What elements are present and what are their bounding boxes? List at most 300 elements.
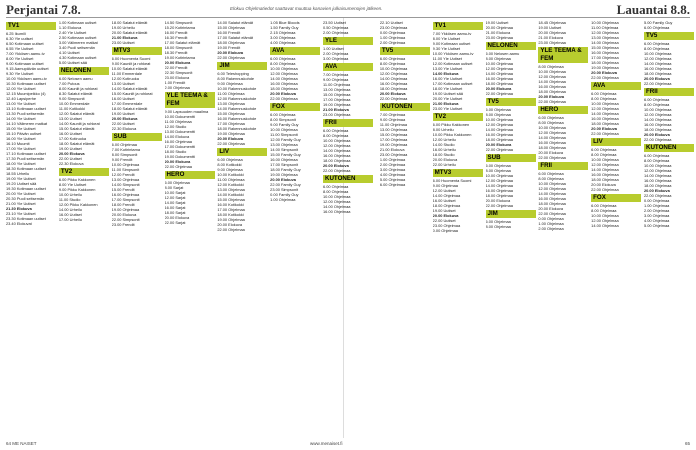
program-listing: 10.00 Ohjelmaa (323, 194, 351, 199)
program-listing: 14.00 Yle Uutiset (6, 116, 36, 121)
program-listing: 19.00 Kotirintama (164, 55, 195, 60)
program-listing: 6.00 Ohjelmaa (591, 147, 617, 152)
program-listing: 8.00 Yle Uutiset (58, 182, 87, 187)
program-listing: 3.00 Ohjelmaa (379, 167, 406, 172)
program-listing: 14.00 Ohjelmaa (485, 71, 513, 76)
program-listing: 16.30 Frendit (164, 35, 188, 40)
program-listing: 17.00 Yle Uutiset (6, 146, 36, 151)
program-listing: 14.00 Rakennuskohde (217, 106, 257, 111)
program-listing: 14.00 Simpsonit (111, 182, 140, 187)
program-listing: 1.00 Uutiset (323, 46, 344, 51)
program-listing: 6.00 Ohjelmaa (485, 163, 511, 168)
program-listing: 9.00 Ohjelmaa (379, 117, 406, 122)
program-listing: 15.00 Ohjelmaa (217, 197, 245, 202)
program-listing: 10.00 Emmerdale (58, 101, 90, 106)
channel-heading: TV2 (433, 113, 483, 121)
channel-heading: NELONEN (486, 42, 536, 50)
program-listing: 11.00 Ohjelmaa (379, 122, 408, 127)
program-listing: 14.00 Ohjelmaa (485, 183, 513, 188)
program-listing: 10.00 Ohjelmaa (644, 107, 672, 112)
program-listing: 14.00 Ohjelmaa (270, 76, 298, 81)
program-listing: 23.40 Elokuvat (6, 221, 32, 226)
program-listing: 18.55 Urheilu (6, 171, 30, 176)
program-listing: 19.30 Kotimaan uutiset (6, 186, 46, 191)
program-listing: 16.00 Ohjelmaa (538, 196, 566, 201)
program-listing: 22.00 Ohjelmaa (485, 203, 513, 208)
program-listing: 17.00 Simpsonit (111, 197, 140, 202)
program-listing: 1.00 Kotimaan uutiset (58, 20, 97, 25)
program-listing: 16.10 Muumit (6, 141, 30, 146)
program-listing: 21.00 Elokuva (379, 147, 405, 152)
program-listing: 5.00 Ohjelmaa (379, 177, 406, 182)
program-listing: 11.00 Ohjelmaa (164, 119, 192, 124)
program-listing: 18.00 Sarjat (164, 210, 186, 215)
page-footer (0, 440, 696, 450)
program-listing: 14.00 Ohjelmaa (538, 79, 566, 84)
program-listing: 10.00 Urheilu (58, 192, 82, 197)
program-listing: 18.00 Yle Uutiset (6, 161, 36, 166)
program-listing: 7.00 Ykkösen aamu-tv (6, 51, 45, 56)
program-listing: 15.00 Ohjelmaa (323, 92, 351, 97)
program-listing: 18.00 Salatut elämät (58, 141, 95, 146)
program-listing: 10.00 Rakennuskohde (217, 86, 257, 91)
program-listing: 20.00 Yle Uutiset (6, 191, 36, 196)
program-listing: 20.00 Elokuva (270, 177, 296, 182)
schedule-column (486, 20, 536, 438)
program-listing: 10.30 Kotimaan uutiset (6, 81, 46, 86)
program-listing: 14.00 Ohjelmaa (644, 173, 672, 178)
program-listing: 20.00 Elokuva (538, 94, 565, 99)
program-listing: 3.00 Ohjelmaa (270, 35, 296, 40)
program-listing: 18.00 Ohjelmaa (432, 203, 461, 208)
program-listing: 12.00 Family Guy (270, 137, 301, 142)
program-listing: 22.00 Ohjelmaa (644, 193, 672, 198)
program-listing: 9.15 Aamupäivän uutiset (6, 66, 49, 71)
program-listing: 2.00 Ohjelmaa (379, 40, 406, 45)
program-listing: 23.00 Elokuva (164, 75, 190, 80)
program-listing: 19.00 Uutiset (485, 20, 509, 25)
program-listing: 10.00 Ohjelmaa (270, 66, 298, 71)
program-listing: 8.00 Ohjelmaa (485, 56, 511, 61)
program-listing: 19.00 Ohjelmaa (270, 172, 298, 177)
program-listing: 12.00 Ohjelmaa (591, 162, 619, 167)
program-listing: 8.00 Yle Uutiset (432, 36, 461, 41)
channel-heading: AVA (323, 63, 373, 71)
program-listing: 15.20 Kotirintama (164, 25, 195, 30)
program-listing: 20.00 Ohjelmaa (485, 25, 513, 30)
program-listing: 10.00 Ohjelmaa (538, 181, 566, 186)
program-listing: 22.00 Simpsonit (111, 217, 140, 222)
program-listing: 11.00 Yle Uutiset (432, 56, 462, 61)
program-listing: 16.00 Frendit (217, 30, 241, 35)
program-listing: 9.00 Ohjelmaa (217, 81, 243, 86)
program-listing: 22.00 Ohjelmaa (591, 131, 619, 136)
program-listing: 18.00 Ohjelmaa (270, 86, 298, 91)
program-listing: 18.00 Salatut elämät (111, 20, 148, 25)
program-listing: 4.00 Ohjelmaa (270, 40, 296, 45)
program-listing: 6.00 Ohjelmaa (591, 203, 617, 208)
program-listing: 18.00 Ohjelmaa (217, 40, 245, 45)
program-listing: 19.00 Uutiset sää (432, 91, 463, 96)
program-listing: 6.00 Huomenta Suomi (432, 178, 472, 183)
program-listing: 0.00 Ohjelmaa (644, 198, 670, 203)
program-listing: 15.00 Family Guy (270, 152, 301, 157)
program-listing: 13.00 Uutiset (58, 116, 82, 121)
program-listing: 17.00 Emmerdale (111, 101, 143, 106)
program-listing: 17.00 Salatut elämät (217, 35, 254, 40)
program-listing: 4.10 Uutiset (58, 50, 80, 55)
program-listing: 9.00 Lapsuuden maailma (164, 109, 209, 114)
program-listing: 18.00 Family Guy (270, 167, 301, 172)
channel-heading: FOX (591, 194, 641, 202)
program-listing: 20.00 Elokuva (164, 60, 191, 65)
program-listing: 12.00 Ohjelmaa (644, 168, 672, 173)
schedule-column (591, 20, 641, 438)
program-listing: 10.00 Ohjelmaa (591, 213, 619, 218)
program-listing: 12.00 Ohjelmaa (270, 71, 298, 76)
program-listing: 16.00 Urheilu (432, 147, 456, 152)
program-listing: 2.40 Yle Uutiset (58, 30, 87, 35)
program-listing: 2.00 Ohjelmaa (379, 162, 406, 167)
program-listing: 10.00 Ykkösen aamu-tv (6, 76, 47, 81)
program-listing: 12.00 Rakennuskohde (217, 96, 257, 101)
program-listing: 17.00 Ohjelmaa (217, 121, 245, 126)
program-listing: 6.55 Yle Uutiset (6, 46, 34, 51)
program-listing: 1.00 Ohjelmaa (270, 197, 296, 202)
program-listing: 20.00 Elokuva (591, 126, 617, 131)
channel-heading: NELONEN (59, 67, 109, 75)
program-listing: 18.00 Frendit (111, 202, 135, 207)
program-listing: 1.50 Family Guy (270, 25, 299, 30)
program-listing: 18.00 Ohjelmaa (379, 86, 408, 91)
program-listing: 11.00 Simpsonit (270, 132, 298, 137)
program-listing: 16.00 Ohjelmaa (591, 50, 619, 55)
program-listing: 14.00 Ohjelmaa (644, 117, 672, 122)
program-listing: 18.00 Studio (432, 152, 455, 157)
channel-heading: TV1 (433, 22, 483, 30)
program-listing: 14.00 Salatut elämät (111, 86, 148, 91)
program-listing: 14.00 Ohjelmaa (323, 204, 351, 209)
channel-heading: HERO (538, 106, 588, 114)
program-listing: 14.00 Ohjelmaa (591, 223, 619, 228)
program-listing: 9.30 Yle Uutiset (432, 46, 461, 51)
program-listing: 20.00 Elokuva (111, 212, 137, 217)
program-listing: 10.00 Ohjelmaa (644, 51, 672, 56)
program-listing: 10.00 Ohjelmaa (323, 138, 351, 143)
channel-heading: TV5 (380, 47, 430, 55)
program-listing: 13.00 Yle Uutiset (6, 101, 36, 106)
schedule-column (165, 20, 215, 438)
program-listing: 22.00 Urheilu (432, 162, 456, 167)
program-listing: 12.00 Ohjelmaa (591, 30, 619, 35)
program-listing: 14.00 Simpsonit (270, 147, 299, 152)
program-listing: 22.00 Ohjelmaa (379, 96, 408, 101)
program-listing: 16.00 Ohjelmaa (644, 178, 672, 183)
program-listing: 8.00 Ohjelmaa (538, 64, 564, 69)
program-listing: 9.00 Pikku Kakkonen (58, 187, 96, 192)
program-listing: 16.00 Ohjelmaa (164, 139, 192, 144)
program-listing: 1.00 Ohjelmaa (538, 221, 564, 226)
program-listing: 23.00 Ohjelmaa (538, 40, 566, 45)
program-listing: 21.00 Elokuva (323, 107, 349, 112)
program-listing: 10.00 Ohjelmaa (111, 162, 140, 167)
program-listing: 13.00 Ohjelmaa (323, 87, 351, 92)
program-listing: 1.00 Ohjelmaa (379, 35, 406, 40)
program-listing: 6.00 Teleshopping (217, 71, 249, 76)
program-listing: 6.00 Ohjelmaa (217, 157, 243, 162)
program-listing: 10.00 Ohjelmaa (270, 127, 298, 132)
program-listing: 16.00 Sarjat (164, 205, 186, 210)
program-listing: 20.00 Elokuva (379, 91, 406, 96)
program-listing: 12.00 Uutiset (432, 188, 456, 193)
program-listing: 12.00 Ohjelmaa (538, 74, 566, 79)
program-listing: 6.00 Ohjelmaa (538, 115, 564, 120)
program-listing: 6.00 Ohjelmaa (379, 56, 406, 61)
program-listing: 22.30 Elokuva (58, 161, 84, 166)
program-listing: 22.00 Uutiset (58, 156, 82, 161)
program-listing: 14.00 Ohjelmaa (591, 167, 619, 172)
program-listing: 18.00 Ohjelmaa (538, 201, 566, 206)
program-listing: 21.00 Elokuva (432, 101, 459, 106)
program-listing: 14.00 Ohjelmaa (591, 40, 619, 45)
program-listing: 7.00 Putous (58, 81, 80, 86)
channel-heading: KUTONEN (323, 175, 373, 183)
program-listing: 14.00 Ohjelmaa (538, 191, 566, 196)
program-listing: 23.00 Frendit (111, 222, 135, 227)
program-listing: 10.00 Ohjelmaa (591, 157, 619, 162)
program-listing: 6.00 Huomenta Suomi (111, 56, 151, 61)
program-listing: 10.00 Kotikokki (217, 172, 244, 177)
channel-heading: TV5 (486, 98, 536, 106)
program-listing: 8.00 Kauniit ja rohkeat (58, 86, 98, 91)
program-listing: 13.00 Ohjelmaa (217, 101, 245, 106)
program-listing: 16.00 Uutiset (58, 212, 82, 217)
program-listing: 16.00 Ohjelmaa (538, 84, 566, 89)
program-listing: 11.00 Simpsonit (111, 167, 140, 172)
program-listing: 6.30 Yle uutiset (6, 36, 33, 41)
program-listing: 8.00 Ohjelmaa (538, 120, 564, 125)
program-listing: 20.00 Elokuva (485, 86, 512, 91)
program-listing: 8.00 Ohjelmaa (591, 96, 617, 101)
program-listing: 15.00 Frendit (111, 187, 135, 192)
program-listing: 11.00 Kotikokki (58, 106, 85, 111)
program-listing: 9.00 Kotimaan uutiset (432, 41, 471, 46)
program-listing: 14.00 Studio (432, 142, 455, 147)
program-listing: 17.00 Ohjelmaa (591, 55, 619, 60)
program-listing: 10.00 Ohjelmaa (485, 173, 513, 178)
program-listing: 9.00 Kotimaan uutiset (6, 61, 44, 66)
program-listing: 14.00 Ohjelmaa (379, 76, 408, 81)
program-listing: 16.00 Ohjelmaa (485, 132, 513, 137)
program-listing: 23.30 Kotimaan uutiset (6, 216, 46, 221)
program-listing: 10.00 Ohjelmaa (538, 125, 566, 130)
program-listing: 18.00 Ohjelmaa (485, 137, 513, 142)
program-listing: 6.00 Pikku Kakkonen (432, 122, 470, 127)
program-listing: 21.30 Elokuva (6, 206, 32, 211)
program-listing: 19.00 Ohjelmaa (591, 65, 619, 70)
program-listing: 16.00 Ohjelmaa (485, 188, 513, 193)
program-listing: 19.00 Frendit (217, 45, 241, 50)
program-listing: 18.30 Kotimaan uutiset (6, 166, 46, 171)
program-listing: 16.00 Ohjelmaa (270, 81, 298, 86)
program-listing: 10.00 Dokumentti (164, 114, 195, 119)
program-listing: 22.00 Ohjelmaa (270, 96, 298, 101)
program-listing: 4.00 Ohjelmaa (644, 218, 670, 223)
program-listing: 21.00 Elokuva (538, 35, 563, 40)
program-listing: 20.00 Elokuva (485, 142, 512, 147)
program-listing: 16.00 Yle Uutiset (432, 76, 463, 81)
program-listing: 20.00 Elokuva (164, 215, 190, 220)
channel-heading: KUTONEN (644, 144, 694, 152)
program-listing: 22.00 Sarjat (164, 220, 186, 225)
program-listing: 19.20 Uutiset sää (6, 181, 37, 186)
program-listing: 19.00 Uutiset (111, 111, 135, 116)
program-listing: 8.00 Ohjelmaa (485, 224, 511, 229)
channel-heading: HERO (165, 171, 215, 179)
program-listing: 18.00 Salatut elämät (111, 106, 148, 111)
program-listing: 23.00 Ohjelmaa (485, 35, 513, 40)
schedule-columns (6, 20, 690, 438)
program-listing: 14.00 Ohjelmaa (538, 135, 566, 140)
program-listing: 17.00 Urheilu (58, 217, 82, 222)
program-listing: 17.30 Puoli seitsemän (6, 156, 45, 161)
program-listing: 6.00 Ohjelmaa (164, 180, 190, 185)
program-listing: 18.00 Ohjelmaa (644, 71, 672, 76)
program-listing: 20.00 Elokuva (432, 213, 459, 218)
program-listing: 11.00 Ohjelmaa (591, 25, 619, 30)
program-listing: 12.00 Ohjelmaa (379, 71, 408, 76)
program-listing: 20.00 Elokuva (164, 159, 191, 164)
program-listing: 10.00 Ohjelmaa (538, 69, 566, 74)
program-listing: 19.00 Urheilu (111, 25, 135, 30)
program-listing: 22.10 Uutiset (379, 20, 403, 25)
program-listing: 17.00 Dokumentti (164, 144, 195, 149)
program-listing: 17.00 Salatut elämät (164, 40, 201, 45)
program-listing: 16.00 Ohjelmaa (591, 172, 619, 177)
program-listing: 7.00 Ykkösen aamu-tv (432, 31, 472, 36)
program-listing: 13.00 Ohjelmaa (379, 127, 408, 132)
program-listing: 20.00 Elokuva (591, 182, 616, 187)
channel-heading: YLE (323, 37, 373, 45)
program-listing: 11.00 Ohjelmaa (323, 82, 351, 87)
channel-heading: KUTONEN (380, 103, 430, 111)
program-listing: 0.00 Ohjelmaa (379, 30, 406, 35)
program-listing: 20.00 Elokuva (591, 70, 617, 75)
program-listing: 1.00 Ohjelmaa (644, 203, 670, 208)
program-listing: 17.00 Ohjelmaa (379, 137, 408, 142)
program-listing: 20.00 Elokuva (644, 188, 670, 193)
program-listing: 2.00 Ohjelmaa (323, 30, 349, 35)
program-listing: 18.00 Ohjelmaa (591, 60, 619, 65)
program-listing: 8.00 Rakennuskohde (217, 76, 255, 81)
program-listing: 8.30 Salatut elämät (58, 91, 93, 96)
program-listing: 23.10 Yle Uutiset (6, 211, 36, 216)
program-listing: 8.00 Simpsonit (270, 117, 296, 122)
program-listing: 20.00 Ohjelmaa (538, 30, 566, 35)
program-listing: 20.00 Elokuva (538, 206, 563, 211)
program-listing: 16.00 Ohjelmaa (644, 66, 672, 71)
program-listing: 22.00 Ohjelmaa (591, 187, 619, 192)
program-listing: 19.00 Ohjelmaa (323, 102, 351, 107)
program-listing: 18.00 Ohjelmaa (644, 127, 672, 132)
program-listing: 7.00 Ohjelmaa (379, 112, 406, 117)
program-listing: 14.00 Ohjelmaa (432, 193, 461, 198)
program-listing: 8.00 Simpsonit (111, 152, 138, 157)
program-listing: 12.00 Studio (164, 124, 187, 129)
program-listing: 14.00 Elokuva (432, 71, 459, 76)
program-listing: 23.00 Ohjelmaa (323, 112, 351, 117)
program-listing: 8.00 Sarjat (164, 185, 184, 190)
program-listing: 17.00 Kotiruoka (58, 136, 87, 141)
channel-heading: YLE TEEMA & FEM (538, 47, 588, 63)
program-listing: 6.00 Ohjelmaa (323, 128, 349, 133)
program-listing: 8.00 Ohjelmaa (538, 176, 564, 181)
program-listing: 6.00 Ohjelmaa (111, 142, 137, 147)
schedule-column (644, 20, 694, 438)
channel-heading: AVA (591, 82, 641, 90)
program-listing: 16.00 Kotikokki (217, 202, 244, 207)
program-listing: 2.00 Ohjelmaa (538, 226, 564, 231)
program-listing: 7.00 Kotirintama (111, 147, 140, 152)
program-listing: 10.00 Ykkösen aamu-tv (432, 51, 474, 56)
program-listing: 12.00 Ohjelmaa (644, 112, 672, 117)
schedule-column (112, 20, 162, 438)
program-listing: 16.00 Ohjelmaa (485, 76, 513, 81)
channel-heading: YLE TEEMA & FEM (165, 92, 215, 108)
page-header (0, 0, 696, 18)
program-listing: 10.00 Salatut elämät (111, 66, 148, 71)
program-listing: 17.00 Ohjelmaa (323, 97, 351, 102)
program-listing: 12.00 Kotimaan uutiset (432, 61, 473, 66)
program-listing: 12.00 Ohjelmaa (485, 122, 513, 127)
program-listing: 16.00 Ohjelmaa (111, 192, 140, 197)
program-listing: 20.00 Elokuva (58, 151, 85, 156)
channel-heading: MTV3 (112, 47, 162, 55)
program-listing: 2.00 Ohjelmaa (644, 208, 670, 213)
program-listing: 6.00 Ohjelmaa (644, 25, 670, 30)
program-listing: 20.00 Elokuva (485, 198, 511, 203)
program-listing: 16.00 Ohjelmaa (644, 122, 672, 127)
program-listing: 8.00 Ohjelmaa (485, 168, 511, 173)
channel-heading: TV5 (644, 32, 694, 40)
program-listing: 4.00 Ohjelmaa (379, 172, 406, 177)
program-listing: 15.00 Kauniit ja rohkeat (111, 91, 153, 96)
schedule-column (6, 20, 56, 438)
program-listing: 22.30 Simpsonit (164, 70, 193, 75)
channel-heading: FRII (538, 162, 588, 170)
program-listing: 19.00 Uutiset (432, 208, 456, 213)
program-listing: 8.00 Ohjelmaa (323, 189, 349, 194)
program-listing: 16.00 Uutiset (111, 96, 135, 101)
program-listing: 6.00 Ohjelmaa (538, 171, 564, 176)
program-listing: 12.40 Lapsiperhe (6, 96, 37, 101)
program-listing: 11.00 Studio (58, 197, 81, 202)
program-listing: 12.00 Pikku Kakkonen (58, 202, 98, 207)
program-listing: 2.00 Ohjelmaa (323, 51, 349, 56)
program-listing: 14.00 Elokuva (164, 134, 190, 139)
program-listing: 16.00 Frendit (164, 30, 188, 35)
left-page-title: Perjantai 7.8. (6, 2, 81, 17)
program-listing: 8.00 Ohjelmaa (591, 208, 617, 213)
program-listing: 15.00 Ohjelmaa (591, 45, 619, 50)
program-listing: 12.00 Ohjelmaa (591, 218, 619, 223)
program-listing: 6.00 Ohjelmaa (270, 112, 296, 117)
program-listing: 8.00 Ohjelmaa (591, 152, 617, 157)
program-listing: 3.00 Välimeren matkat (58, 40, 98, 45)
program-listing: 1.05 Blue Bloods (270, 20, 300, 25)
program-listing: 18.00 Ohjelmaa (644, 183, 672, 188)
program-listing: 22.00 Ohjelmaa (164, 164, 192, 169)
